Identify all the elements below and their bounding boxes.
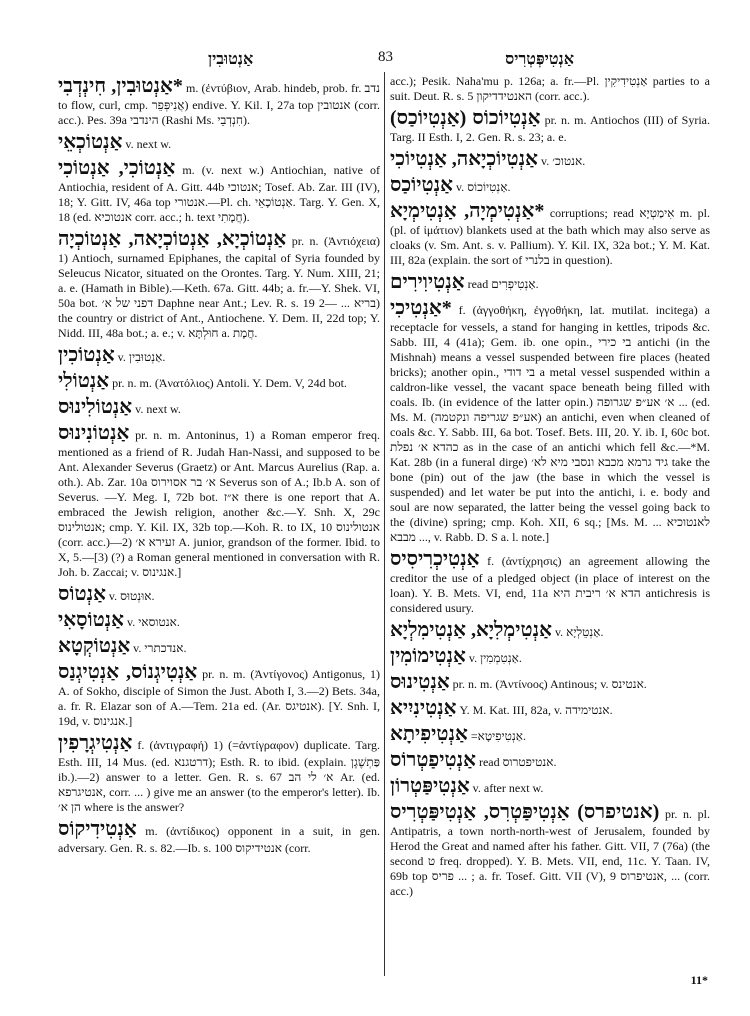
entry-headword: אַנְטוֹלִי	[58, 370, 110, 392]
left-column	[58, 74, 380, 996]
entry-definition: =אַנְטִיפִיטָא.	[470, 729, 527, 743]
entry-definition: m. (ἀντίδικος) opponent in a suit, in gen. adversary. Gen. R. s. 82.—Ib. s. 100 אנטידיקוס (corr.	[58, 824, 380, 855]
entry-definition: read אַנְטִיפְרִים.	[467, 277, 539, 291]
dictionary-entry	[58, 156, 380, 225]
dictionary-entry	[390, 547, 710, 616]
dictionary-entry	[390, 800, 710, 899]
entry-headword: *אַנְטִיכִי	[390, 297, 452, 319]
entry-definition: pr. n. m. Antoninus, 1) a Roman emperor freq. mentioned as a friend of R. Judah Han-Nassi, and supposed to be Ant. Alexander Severus (Graetz) or Ant. Marcus Aurelius (Rap. a. oth.). Ab. Zar. 10a א׳ בר אסוירוס Severus son of A.; Ib.b A. son of Severus. —Y. Meg. I, 72b bot. א״ז there is one report that A. embraced the Jewish religion, another &c.—Y. Snh. X, 29c אנטולינוס; cmp. Y. Kil. IX, 32b top.—Koh. R. to IX, 10 אנטולינוס (corr. acc.)—2) זעירא א׳ A. junior, grandson of the former. Ibid. to X, 5.—[3) (?) a Roman general mentioned in conversation with R. Joh. b. Zaccai; v. אנגינוס.]	[58, 428, 380, 579]
column-divider	[384, 72, 385, 976]
entry-definition: acc.); Pesik. Naha'mu p. 126a; a. fr.—Pl. אַנְטִידִיקִין parties to a suit. Deut. R. s. 5 האנטידדיקון (corr. acc.).	[390, 74, 710, 103]
page-number: 83	[378, 49, 393, 65]
entry-definition: m. (v. next w.) Antiochian, native of Antiochia, resident of A. Gitt. 44b אנטוכי; Tosef. Ab. Zar. III (IV), 18; Y. Gitt. IV, 46a top אנטורי.—Pl. ch. אַנְטוֹכָאֵי. Targ. Y. Gen. X, 18 (ed. אנטוכיא corr. acc.; h. text חֲמָתִי).	[58, 163, 380, 224]
dictionary-entry	[390, 670, 710, 694]
dictionary-entry	[58, 74, 380, 128]
entry-headword: אַנְטִיגְנוֹס, אַנְטִיגְנַס	[58, 661, 198, 683]
entry-headword: אַנְטִיוִירִים	[390, 271, 465, 293]
entry-headword: אַנְטִימוֹמִין	[390, 645, 466, 667]
entry-definition: v. אנטוכ׳.	[540, 154, 586, 168]
dictionary-entry	[58, 731, 380, 815]
entry-headword: אַנְטוֹכִי, אַנְטוֹכִי	[58, 157, 176, 179]
entry-definition: Y. M. Kat. III, 82a, v. אנטימידה.	[459, 703, 613, 717]
entry-headword: אַנְטִיפִיתָא	[390, 723, 468, 745]
dictionary-entry	[58, 634, 380, 658]
entry-definition: pr. n. m. (Ἀντίγονος) Antigonus, 1) A. of Sokho, disciple of Simon the Just. Aboth I, 3.—2) Bets. 34a, a. fr. R. Elazar son of A.—Tem. 21a ed. (Ar. אנטיגס). [Y. Snh. I, 19d, v. אנגינוס.]	[58, 667, 380, 728]
signature-mark: 11*	[690, 973, 708, 987]
dictionary-entry	[390, 106, 710, 145]
dictionary-entry	[390, 296, 710, 545]
dictionary-entry	[58, 130, 380, 154]
entry-definition: read אנטיפטרוס.	[478, 755, 557, 769]
dictionary-entry	[390, 696, 710, 720]
entry-definition: v. אוּנְטוּס.	[108, 589, 155, 603]
entry-definition: pr. n. m. (Ἀντίνοος) Antinous; v. אנטינס.	[452, 677, 647, 691]
dictionary-entry	[390, 644, 710, 668]
entry-definition: pr. n. m. (Ἀνατόλιος) Antoli. Y. Dem. V, 24d bot.	[112, 376, 347, 390]
dictionary-entry	[58, 660, 380, 729]
dictionary-entry	[390, 722, 710, 746]
dictionary-entry	[58, 817, 380, 856]
dictionary-entry	[58, 227, 380, 341]
entry-definition: v. אַנְטִיוֹכוֹס.	[455, 180, 511, 194]
entry-headword: אַנְטוֹס	[58, 583, 106, 605]
running-header	[58, 50, 714, 70]
entry-headword: אַנְטִימְלִיָא, אַנְטִימִלְיָא	[390, 619, 552, 641]
entry-definition: v. next w.	[135, 402, 181, 416]
entry-definition: f. (ἀγγοθήκη, ἐγγοθήκη, lat. mutilat. incitega) a receptacle for vessels, a stand for hanging in kettles, tripods &c. Sabb. III, 4 (41a); Gem. ib. one opin., בי כירי antichi (in the Mishnah) means a vessel suspended between fire places (heated bricks); another opin., בי דודי a metal vessel suspended within a caldron-like vessel, the vacant space beneath being filled with coals. Ib. (in evidence of the latter opin.) א׳ אע״פ שגרופה ... (ed. Ms. M. (אע״פ שגריפה ונקטמה) an antichi, even when cleaned of coals &c. Y. Sabb. III, 6a bot. Tosef. Bets. III, 20. Y. ib. I, 60c bot. כהדא א׳ נפלת as in the case of an antichi which fell &c.—*M. Kat. 28b (in a funeral dirge) גיד גרמא מכבא ונסבי מיא לא׳ take the bone (pin) out of the jaw (the base in which the vessel is suspended) and let water be put into the antichi, i. e. body and soul are now separated, the latter being the vessel going back to the (divine) spring; cmp. Koh. XII, 6 sq.; [Ms. M. לאנטוכיא ... מבבא ..., v. Rabb. D. S a. l. note.]	[390, 303, 710, 544]
right-column	[390, 74, 710, 996]
entry-definition: v. אנדכתרי.	[133, 641, 187, 655]
entry-definition: pr. n. pl. Antipatris, a town north-north-west of Jerusalem, founded by Herod the Great and named after his father. Gitt. VII, 7 (76a) (the second ט freq. dropped). Y. B. Mets. VII, end, 11c. Y. Taan. IV, 69b top פריס ... ; a. fr. Tosef. Gitt. VII (V), 9 אנטיפרוס, ... (corr. acc.)	[390, 807, 710, 898]
entry-definition: f. (ἀντιγραφή) 1) (=ἀντίγραφον) duplicate. Targ. Esth. III, 14 Mus. (ed. דרטגנא); Esth. R. to ibid. (explain. פַּתְשֶׁגֶן ib.).—2) answer to a letter. Gen. R. s. 67 א׳ לי הב Ar. (ed. אנטיגרפא, corr. ... ) give me an answer (to the emperor's letter). Ib. הן א׳ where is the answer?	[58, 738, 380, 814]
entry-definition: v. אַנְטֵלְיָא.	[554, 625, 604, 639]
dictionary-entry	[390, 618, 710, 642]
entry-headword: *אַנְטוּבִין, חִינְדְבִי	[58, 75, 183, 97]
entry-definition: f. (ἀντίχρησις) an agreement allowing the creditor the use of a pledged object (in place of interest on the loan). Y. B. Mets. VI, end, 11a הדא א׳ ריבית היא antichresis is considered usury.	[390, 554, 710, 615]
entry-headword: אַנְטוֹכְיָא, אַנְטוֹכְיָאה, אַנְטוֹכְיָה	[58, 228, 287, 250]
entry-headword: (אנטיפרס) אַנְטִיפַּטְרִס, אַנְטִיפַּטְרִיס	[390, 801, 660, 823]
entry-headword: אַנְטוֹכְאֵי	[58, 131, 123, 153]
dictionary-entry	[58, 369, 380, 393]
entry-headword: אַנְטוֹלִינוּס	[58, 396, 133, 418]
dictionary-entry	[58, 421, 380, 580]
left-running-headword: אַנְטוּבִין	[208, 51, 254, 68]
entry-headword: אַנְטִיוֹכַס	[390, 174, 453, 196]
entry-definition: m. (ἐντύβιον, Arab. hindeb, prob. fr. נדב to flow, curl, cmp. אֲנִיפְּפֵר) endive. Y. Kil. I, 27a top אנטובין (corr. acc.). Pes. 39a הינדבי (Rashi Ms. חִנְדְבֵי).	[58, 81, 380, 127]
entry-headword: אַנְטוֹקְטָא	[58, 635, 131, 657]
right-running-headword: אַנְטִיפְּטְרִיס	[505, 51, 574, 68]
entry-headword: אַנְטִינִיִיא	[390, 697, 457, 719]
dictionary-entry	[58, 582, 380, 606]
entry-headword: אַנְטִיוֹכְיָאה, אַנְטִיוֹכִי	[390, 148, 538, 170]
dictionary-entry	[58, 395, 380, 419]
dictionary-entry	[58, 608, 380, 632]
entry-headword: אַנְטוֹנִינוּס	[58, 422, 130, 444]
dictionary-entry	[390, 748, 710, 772]
dictionary-entry	[390, 74, 710, 104]
entry-definition: v. אַנְטוּבִין.	[117, 350, 166, 364]
entry-headword: אַנְטוֹסָאִי	[58, 609, 125, 631]
dictionary-entry	[390, 774, 710, 798]
dictionary-entry	[58, 343, 380, 367]
entry-headword: אַנְטִיגְרָפִין	[58, 732, 133, 754]
entry-headword: אַנְטִידִיקוֹס	[58, 818, 137, 840]
entry-headword: אַנְטוֹכִין	[58, 344, 115, 366]
entry-headword: אַנְטִינוּס	[390, 671, 450, 693]
entry-definition: pr. n. m. Antiochos (III) of Syria. Targ. II Esth. I, 2. Gen. R. s. 23; a. e.	[390, 113, 710, 144]
entry-definition: corruptions; read אִימַטְיָא m. pl. (pl. of ἱμάτιον) blankets used at the bath which may also serve as cloaks (v. Sm. Ant. s. v. Pallium). Y. Kil. IX, 32a bot.; Y. M. Kat. III, 82a (explain. the sort of בלנרי in question).	[390, 206, 710, 267]
entry-definition: pr. n. (Ἀντιόχεια) 1) Antioch, surnamed Epiphanes, the capital of Syria founded by Seleucus Nicator, situated on the Orontes. Targ. Y. Num. XIII, 21; a. e. (Hamath in Bible).—Keth. 67a. Gitt. 44b; a. fr.—Y. Shek. VI, 50a bot. דפני של א׳ Daphne near Ant.; Lev. R. s. 19 בריא ... —2) the country or district of Ant., Antiochene. Y. Dem. II, 22d top; Y. Nidd. III, 48a bot.; a. e.; v. חוּלְתָּא a. חֲמָת.	[58, 234, 380, 340]
dictionary-entry	[390, 173, 710, 197]
entry-definition: v. אַנְטִמְמִין.	[468, 651, 522, 665]
dictionary-entry	[390, 199, 710, 268]
entry-headword: אַנְטִיכְרִיסִיס	[390, 548, 480, 570]
entry-headword: אַנְטִיפַטְרוֹס	[390, 749, 476, 771]
entry-headword: אַנְטִיוֹכוֹס (אַנְטִיוֹכַס)	[390, 107, 541, 129]
dictionary-entry	[390, 270, 710, 294]
entry-definition: v. after next w.	[472, 781, 544, 795]
entry-definition: v. next w.	[125, 137, 172, 151]
entry-definition: v. אנטוסאי.	[127, 615, 180, 629]
entry-headword: *אַנְטִימְיָה, אַנְטִימְיָא	[390, 200, 545, 222]
dictionary-entry	[390, 147, 710, 171]
entry-headword: אַנְטִיפַּטְרוֹן	[390, 775, 470, 797]
